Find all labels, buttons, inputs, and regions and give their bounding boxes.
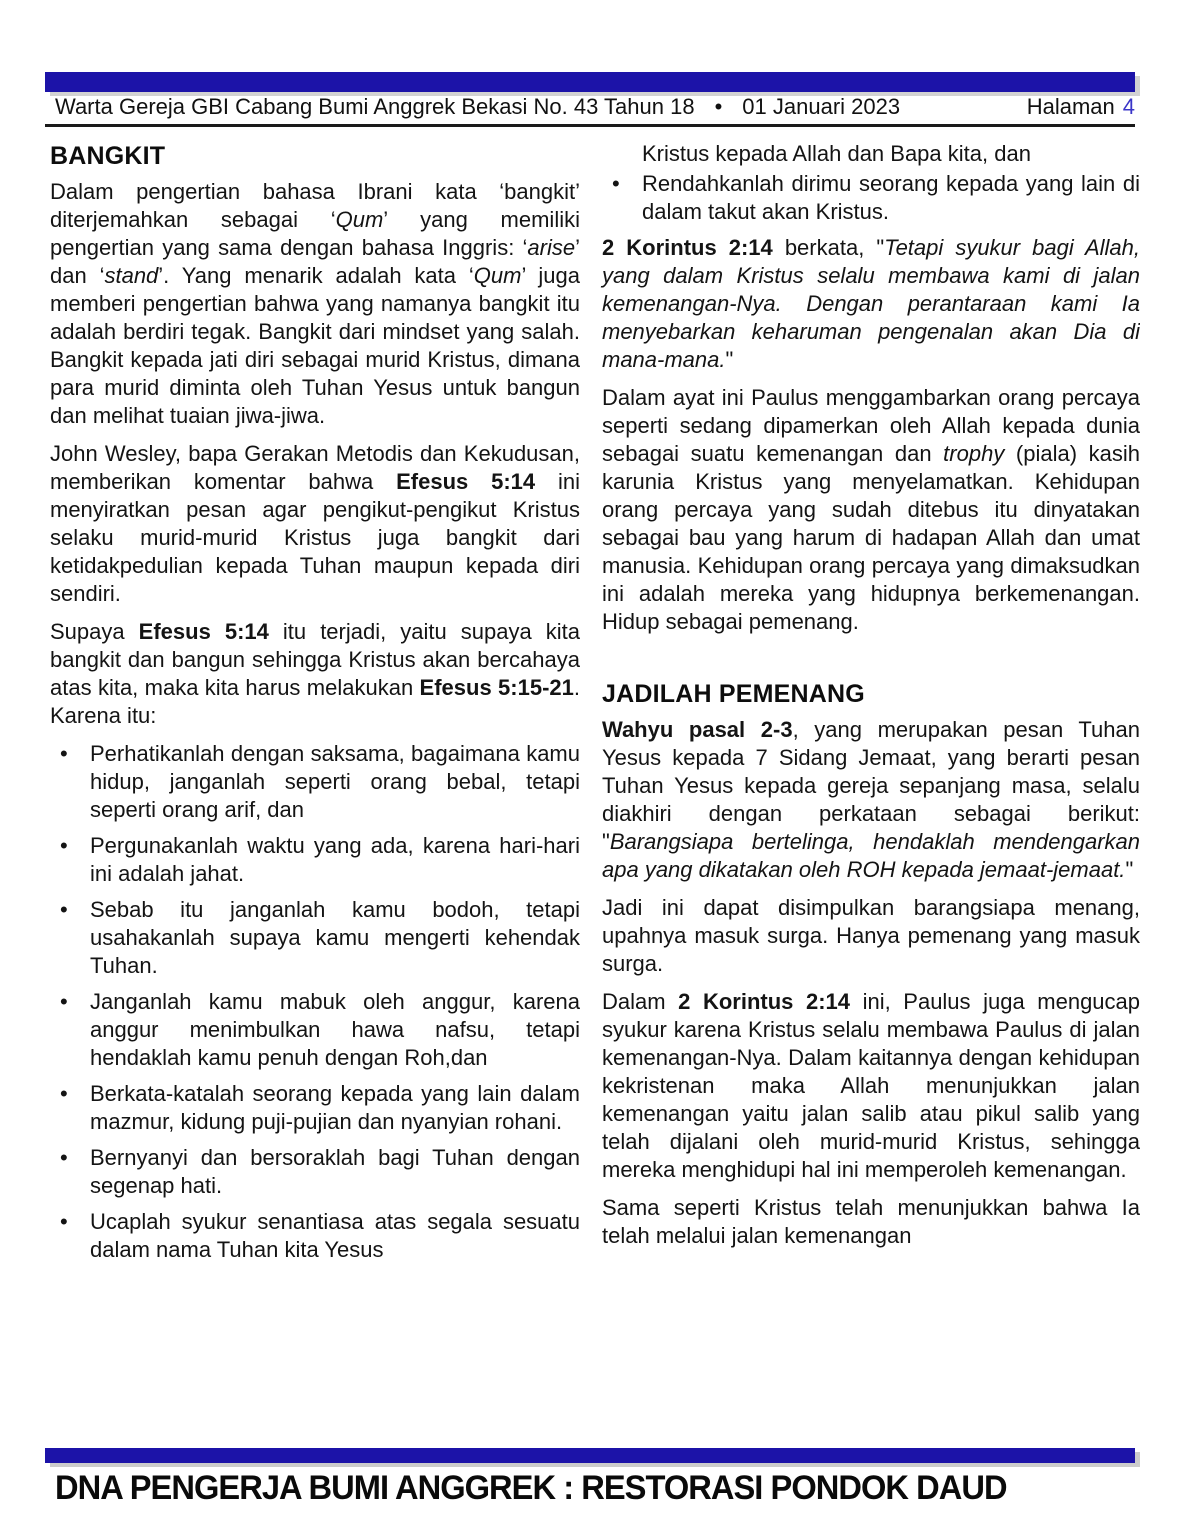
section-heading-bangkit: BANGKIT bbox=[50, 142, 166, 170]
text-run: John Wesley, bapa Gerakan Metodis dan Kekudusan, memberikan komentar bahwa bbox=[50, 441, 580, 494]
text-run-bold: Efesus 5:15-21 bbox=[419, 675, 574, 700]
text-run-italic: Tetapi syukur bagi Allah, yang dalam Kristus selalu membawa kami di jalan kemenangan-Nya. Dengan perantaraan kami Ia menyebarkan keharuman pengenalan akan Dia di mana-mana. bbox=[602, 235, 1140, 372]
list-item: • Pergunakanlah waktu yang ada, karena hari-hari ini adalah jahat. bbox=[50, 832, 580, 888]
text-run: . Karena itu: bbox=[50, 675, 581, 728]
text-run: , yang merupakan pesan Tuhan Yesus kepada 7 Sidang Jemaat, yang berarti pesan Tuhan Yesus kepada gereja sepanjang masa, selalu diakhiri dengan perkataan sebagai berikut: " bbox=[602, 717, 1140, 854]
header-date: 01 Januari 2023 bbox=[742, 94, 901, 119]
text-run: ’ dan ‘ bbox=[50, 235, 580, 288]
left-column bbox=[50, 140, 580, 1442]
text-run-bold: 2 Korintus 2:14 bbox=[678, 989, 851, 1014]
header-title-text: Warta Gereja GBI Cabang Bumi Anggrek Bekasi No. 43 Tahun 18 bbox=[55, 94, 695, 119]
text-run-italic: Qum bbox=[335, 207, 384, 232]
paragraph bbox=[50, 440, 580, 608]
header-bullet-separator: • bbox=[714, 94, 723, 119]
text-run: berkata, " bbox=[772, 235, 885, 260]
paragraph-quote bbox=[602, 234, 1140, 374]
text-run-italic: Barangsiapa bertelinga, hendaklah mendengarkan apa yang dikatakan oleh ROH kepada jemaat-jemaat. bbox=[602, 829, 1140, 882]
list-item: • Perhatikanlah dengan saksama, bagaimana kamu hidup, janganlah seperti orang bebal, tetapi seperti orang arif, dan bbox=[50, 740, 580, 824]
bullet-continuation-line: Kristus kepada Allah dan Bapa kita, dan bbox=[642, 141, 1031, 166]
list-item: • Berkata-katalah seorang kepada yang lain dalam mazmur, kidung puji-pujian dan nyanyian rohani. bbox=[50, 1080, 580, 1136]
text-run: ’ juga memberi pengertian bahwa yang namanya bangkit itu adalah berdiri tegak. Bangkit dari mindset yang salah. Bangkit kepada jati diri sebagai murid Kristus, dimana para murid diminta oleh Tuhan Yesus untuk bangun dan melihat tuaian jiwa-jiwa. bbox=[50, 263, 580, 428]
header-title bbox=[55, 94, 900, 120]
text-run-italic: stand bbox=[104, 263, 159, 288]
right-column bbox=[602, 140, 1140, 1442]
text-run: " bbox=[725, 347, 734, 372]
header-rule bbox=[45, 124, 1135, 127]
text-run: ini menyiratkan pesan agar pengikut-pengikut Kristus selaku murid-murid Kristus juga bangkit dari ketidakpedulian kepada Tuhan maupun kepada diri sendiri. bbox=[50, 469, 580, 606]
text-run: ’ yang memiliki pengertian yang sama dengan bahasa Inggris: ‘ bbox=[50, 207, 580, 260]
paragraph bbox=[50, 178, 580, 430]
text-run: ini, Paulus juga mengucap syukur karena Kristus selalu membawa Paulus di jalan kemenangan-Nya. Dalam kaitannya dengan kehidupan kekristenan maka Allah menunjukkan jalan kemenangan yaitu jalan salib atau pikul salib yang telah dijalani oleh murid-murid Kristus, sehingga mereka menghidupi hal ini memperoleh kemenangan. bbox=[602, 989, 1140, 1182]
page-number-label bbox=[1027, 94, 1135, 120]
text-run: (piala) kasih karunia Kristus yang menyelamatkan. Kehidupan orang percaya yang sudah ditebus itu dinyatakan sebagai bau yang harum di hadapan Allah dan umat manusia. Kehidupan orang percaya yang dimaksudkan ini adalah mereka yang hidupnya berkemenangan. Hidup sebagai pemenang. bbox=[602, 441, 1140, 634]
top-divider-bar bbox=[45, 72, 1135, 92]
text-run: ’. Yang menarik adalah kata ‘ bbox=[158, 263, 474, 288]
paragraph-quote bbox=[602, 716, 1140, 884]
list-item: • Janganlah kamu mabuk oleh anggur, karena anggur menimbulkan hawa nafsu, tetapi hendaklah kamu penuh dengan Roh,dan bbox=[50, 988, 580, 1072]
list-item: • Bernyanyi dan bersoraklah bagi Tuhan dengan segenap hati. bbox=[50, 1144, 580, 1200]
text-run-italic: trophy bbox=[943, 441, 1005, 466]
page-header bbox=[55, 94, 1135, 120]
text-run-bold: Efesus 5:14 bbox=[396, 469, 536, 494]
bullet-list bbox=[602, 170, 1140, 226]
page-number: 4 bbox=[1122, 94, 1135, 119]
paragraph bbox=[50, 618, 580, 730]
article-body bbox=[50, 140, 1140, 1442]
text-run: itu terjadi, yaitu supaya kita bangkit dan bangun sehingga Kristus akan bercahaya atas kita, maka kita harus melakukan bbox=[50, 619, 580, 700]
text-run: Dalam bbox=[602, 989, 679, 1014]
paragraph bbox=[602, 384, 1140, 636]
list-item: • Sebab itu janganlah kamu bodoh, tetapi usahakanlah supaya kamu mengerti kehendak Tuhan. bbox=[50, 896, 580, 980]
text-run: Dalam pengertian bahasa Ibrani kata ‘bangkit’ diterjemahkan sebagai ‘ bbox=[50, 179, 580, 232]
text-run-bold: Wahyu pasal 2-3 bbox=[602, 717, 793, 742]
footer-slogan: DNA PENGERJA BUMI ANGGREK : RESTORASI PONDOK DAUD bbox=[55, 1469, 1007, 1507]
text-run-bold: 2 Korintus 2:14 bbox=[602, 235, 773, 260]
bottom-divider-bar bbox=[45, 1448, 1135, 1463]
page-label: Halaman bbox=[1026, 94, 1115, 119]
section-heading-jadilah-pemenang: JADILAH PEMENANG bbox=[602, 680, 865, 708]
text-run-italic: Qum bbox=[473, 263, 522, 288]
text-run-bold: Efesus 5:14 bbox=[138, 619, 269, 644]
bullet-list bbox=[50, 740, 580, 1264]
list-item: • Ucaplah syukur senantiasa atas segala sesuatu dalam nama Tuhan kita Yesus bbox=[50, 1208, 580, 1264]
text-run: Supaya bbox=[50, 619, 139, 644]
text-run: " bbox=[1125, 857, 1134, 882]
paragraph: Sama seperti Kristus telah menunjukkan bahwa Ia telah melalui jalan kemenangan bbox=[602, 1195, 1140, 1248]
text-run: Dalam ayat ini Paulus menggambarkan orang percaya seperti sedang dipamerkan oleh Allah kepada dunia sebagai suatu kemenangan dan bbox=[602, 385, 1140, 466]
text-run-italic: arise bbox=[527, 235, 576, 260]
paragraph bbox=[602, 988, 1140, 1184]
list-item: • Rendahkanlah dirimu seorang kepada yang lain di dalam takut akan Kristus. bbox=[602, 170, 1140, 226]
paragraph: Jadi ini dapat disimpulkan barangsiapa menang, upahnya masuk surga. Hanya pemenang yang masuk surga. bbox=[602, 895, 1140, 976]
